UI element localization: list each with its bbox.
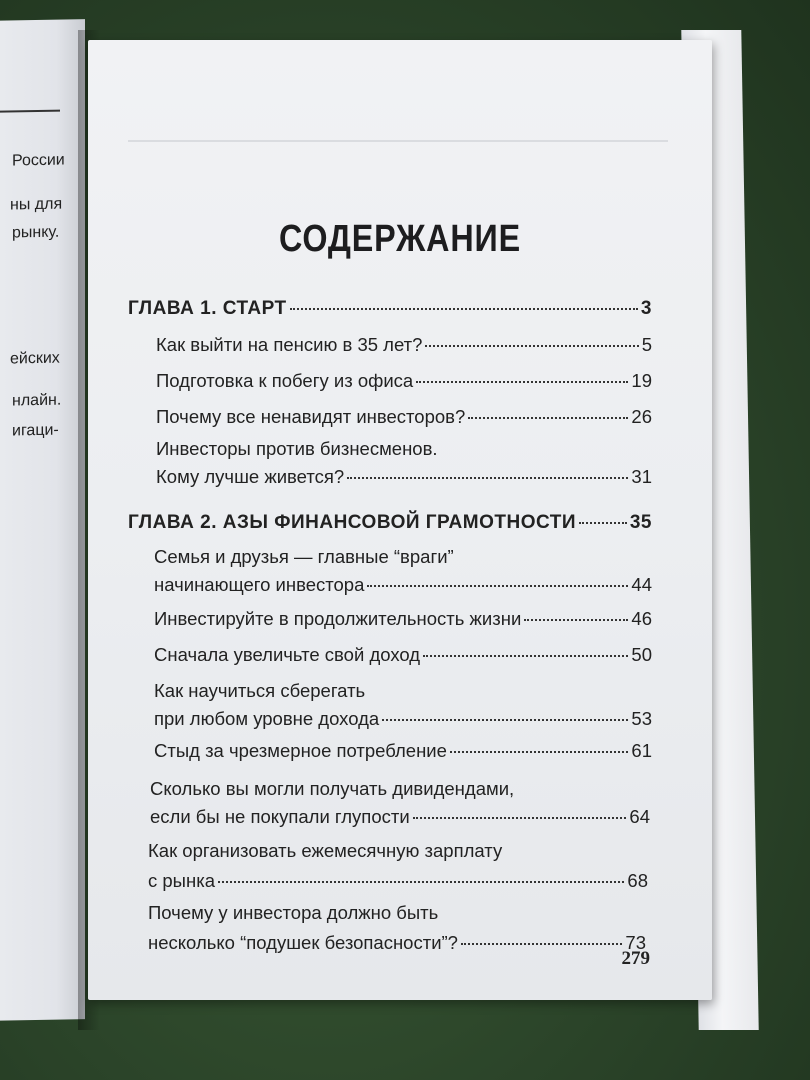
toc-leader-dots <box>290 308 638 310</box>
toc-entry <box>154 680 652 736</box>
toc-entry <box>156 334 652 360</box>
toc-leader-dots <box>413 817 627 819</box>
toc-entry-title: Как организовать ежемесячную зарплату <box>148 840 503 861</box>
toc-entry <box>156 406 652 432</box>
toc-leader-dots <box>450 751 628 753</box>
toc-leader-dots <box>367 585 628 587</box>
left-page-text: нлайн. <box>12 391 62 410</box>
toc-entry-title: несколько “подушек безопасности”? <box>148 932 458 953</box>
toc-entry <box>156 370 652 396</box>
toc-entry-title: Почему все ненавидят инвесторов? <box>156 406 466 427</box>
left-page-text: ны для <box>10 195 63 214</box>
toc-entry-title: Почему у инвестора должно быть <box>148 902 439 923</box>
toc-page-number: 46 <box>631 608 652 629</box>
toc-page-number: 5 <box>641 334 652 355</box>
toc-entry-title: ГЛАВА 2. АЗЫ ФИНАНСОВОЙ ГРАМОТНОСТИ <box>128 512 576 533</box>
toc-entry <box>154 644 652 670</box>
toc-page-number: 19 <box>631 370 652 391</box>
toc-entry-title: Сколько вы могли получать дивидендами, <box>150 778 515 799</box>
toc-entry <box>150 778 650 834</box>
toc-leader-dots <box>524 619 628 621</box>
toc-leader-dots <box>416 381 628 383</box>
toc-entry-title: если бы не покупали глупости <box>150 806 410 827</box>
toc-page-number: 31 <box>631 466 652 487</box>
left-page-text: рынку. <box>12 223 60 242</box>
toc-page-number: 68 <box>627 870 648 891</box>
toc-leader-dots <box>218 881 624 883</box>
toc-entry <box>148 840 648 900</box>
toc-entry-title: ГЛАВА 1. СТАРТ <box>128 298 287 319</box>
toc-page-number: 3 <box>640 298 652 319</box>
toc-page-number: 44 <box>631 574 652 595</box>
toc-page-number: 26 <box>631 406 652 427</box>
toc-page-number: 50 <box>631 644 652 665</box>
toc-entry-title: с рынка <box>148 870 215 891</box>
toc-chapter-entry <box>128 512 652 538</box>
toc-entry <box>156 438 652 494</box>
toc-page-number: 35 <box>629 512 652 533</box>
left-page-edge <box>0 19 85 1021</box>
left-page-text: ейских <box>10 349 60 368</box>
toc-entry <box>154 608 652 634</box>
toc-entry-title: Как выйти на пенсию в 35 лет? <box>156 334 423 355</box>
toc-entry-title: Стыд за чрезмерное потребление <box>154 740 447 761</box>
toc-leader-dots <box>468 417 628 419</box>
toc-chapter-entry <box>128 298 652 324</box>
left-page-rule <box>0 110 60 113</box>
toc-entry <box>154 546 652 602</box>
toc-page-number: 64 <box>629 806 650 827</box>
toc-entry-title: Инвестируйте в продолжительность жизни <box>154 608 522 629</box>
toc-page-number: 73 <box>625 932 646 953</box>
page-number: 279 <box>621 948 650 969</box>
toc-leader-dots <box>579 522 627 524</box>
toc-entry-title: начинающего инвестора <box>154 574 365 595</box>
toc-entry-title: Сначала увеличьте свой доход <box>154 644 421 665</box>
toc-entry-title: при любом уровне дохода <box>154 708 380 729</box>
toc-leader-dots <box>347 477 628 479</box>
toc-entry-title: Как научиться сберегать <box>154 680 366 701</box>
toc-entry <box>148 902 646 962</box>
toc-entry-title: Подготовка к побегу из офиса <box>156 370 414 391</box>
left-page-text: игаци- <box>12 421 59 440</box>
toc-entry-title: Инвесторы против бизнесменов. <box>156 438 438 459</box>
toc-entry-title: Кому лучше живется? <box>156 466 345 487</box>
toc-leader-dots <box>382 719 628 721</box>
left-page-text: России <box>12 151 65 170</box>
toc-entry-title: Семья и друзья — главные “враги” <box>154 546 454 567</box>
toc-page <box>88 40 712 1000</box>
toc-leader-dots <box>425 345 638 347</box>
toc-leader-dots <box>461 943 622 945</box>
page-title: СОДЕРЖАНИЕ <box>278 218 521 260</box>
toc-page-number: 61 <box>631 740 652 761</box>
toc-page-number: 53 <box>631 708 652 729</box>
toc-entry <box>154 740 652 766</box>
toc-leader-dots <box>423 655 628 657</box>
